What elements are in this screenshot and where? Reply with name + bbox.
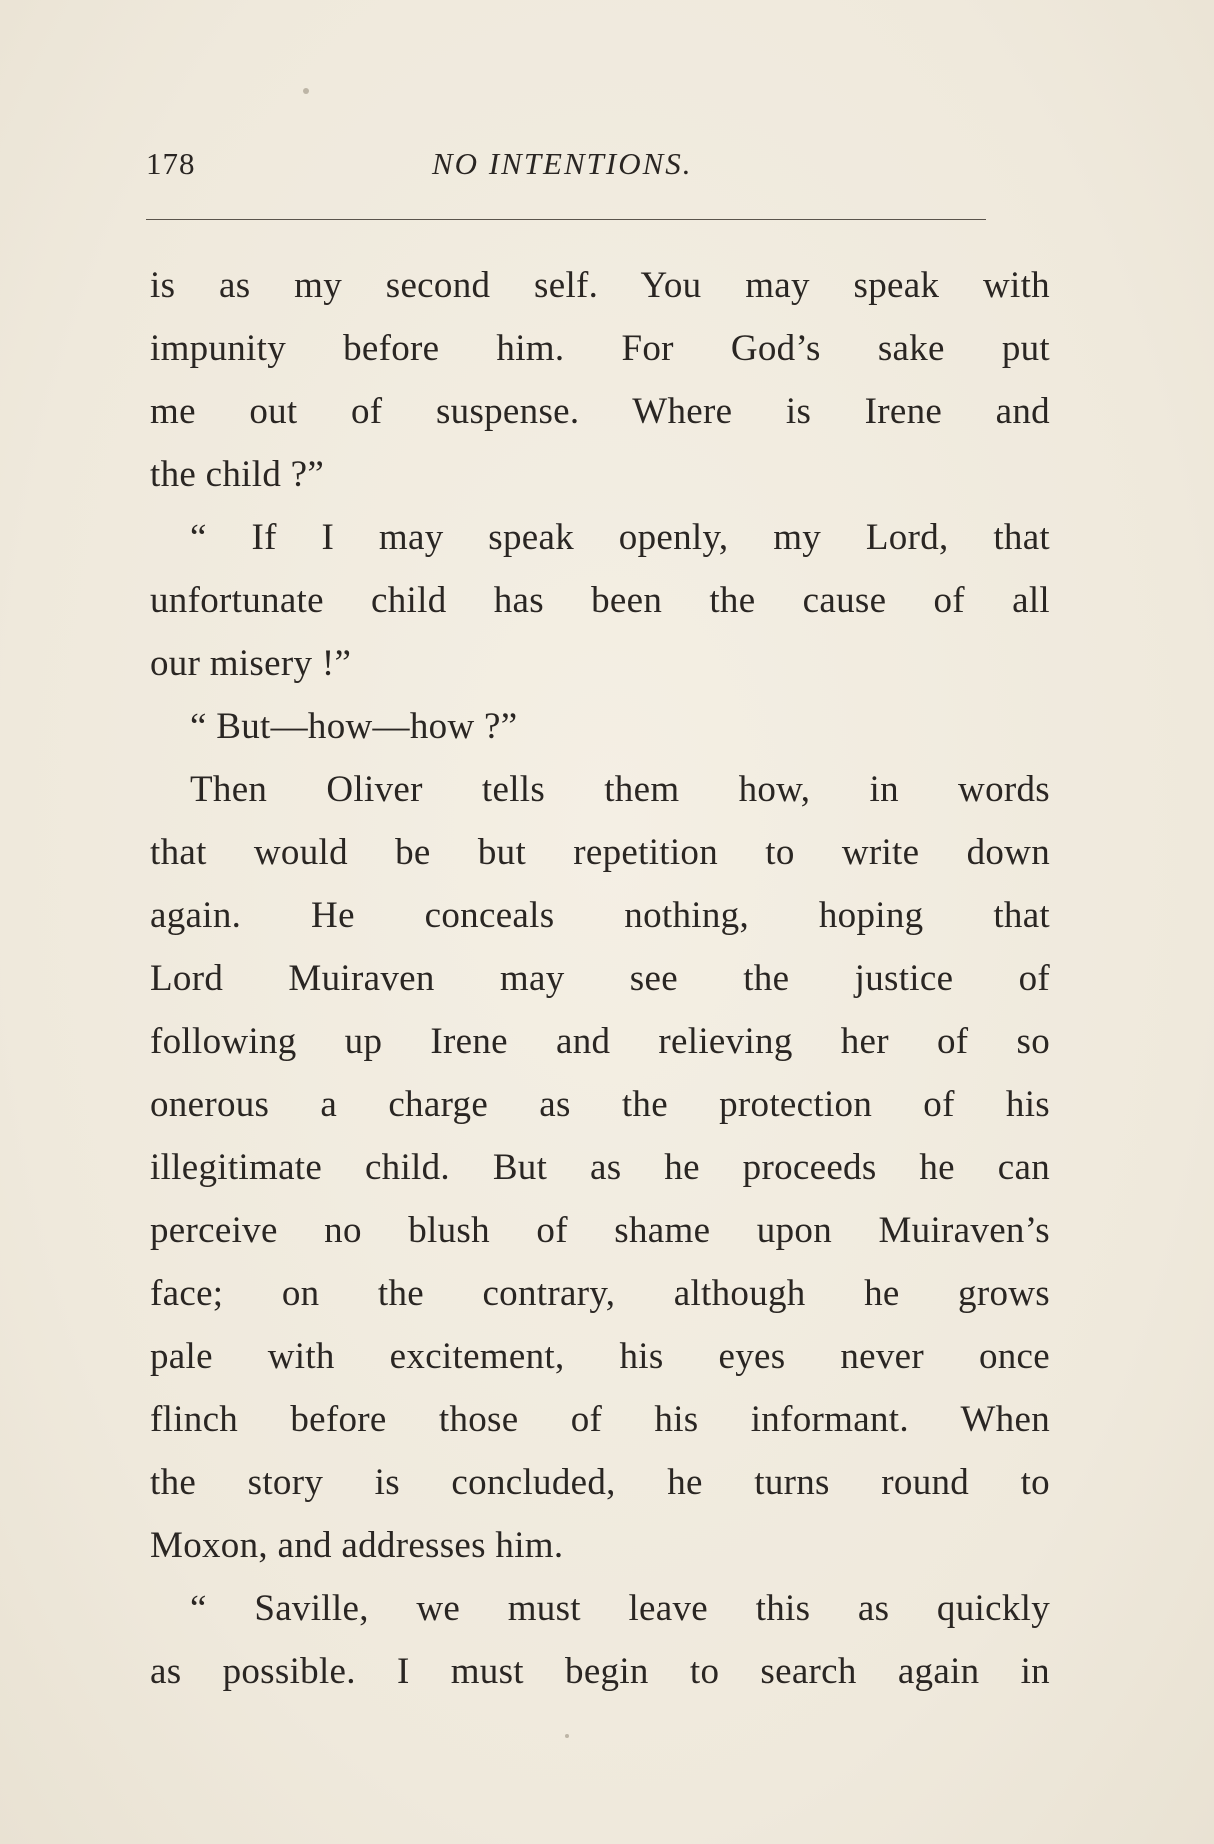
body-text bbox=[150, 254, 1050, 1703]
text-line: Then Oliver tells them how, in words bbox=[190, 769, 1050, 810]
text-line: me out of suspense. Where is Irene and bbox=[150, 391, 1050, 432]
text-line: onerous a charge as the protection of his bbox=[150, 1084, 1050, 1125]
header-rule bbox=[146, 219, 986, 220]
text-line: “ Saville, we must leave this as quickly bbox=[190, 1588, 1050, 1629]
paper-speck bbox=[565, 1734, 569, 1738]
text-line: “ But—how—how ?” bbox=[190, 706, 518, 747]
text-line: our misery !” bbox=[150, 643, 352, 684]
text-line: the story is concluded, he turns round to bbox=[150, 1462, 1050, 1503]
text-line: as possible. I must begin to search again in bbox=[150, 1651, 1050, 1692]
page-number: 178 bbox=[146, 146, 196, 181]
text-line: flinch before those of his informant. When bbox=[150, 1399, 1050, 1440]
text-line: following up Irene and relieving her of so bbox=[150, 1021, 1050, 1062]
text-line: the child ?” bbox=[150, 454, 325, 495]
text-line: “ If I may speak openly, my Lord, that bbox=[190, 517, 1050, 558]
text-line: pale with excitement, his eyes never once bbox=[150, 1336, 1050, 1377]
text-line: Moxon, and addresses him. bbox=[150, 1525, 564, 1566]
text-line: perceive no blush of shame upon Muiraven’s bbox=[150, 1210, 1050, 1251]
page-header bbox=[146, 146, 986, 190]
text-line: again. He conceals nothing, hoping that bbox=[150, 895, 1050, 936]
text-line: that would be but repetition to write down bbox=[150, 832, 1050, 873]
text-line: is as my second self. You may speak with bbox=[150, 265, 1050, 306]
running-head: NO INTENTIONS. bbox=[432, 146, 693, 181]
text-line: unfortunate child has been the cause of all bbox=[150, 580, 1050, 621]
paper-speck bbox=[303, 88, 309, 94]
text-line: Lord Muiraven may see the justice of bbox=[150, 958, 1050, 999]
text-line: face; on the contrary, although he grows bbox=[150, 1273, 1050, 1314]
text-line: impunity before him. For God’s sake put bbox=[150, 328, 1050, 369]
text-line: illegitimate child. But as he proceeds he can bbox=[150, 1147, 1050, 1188]
